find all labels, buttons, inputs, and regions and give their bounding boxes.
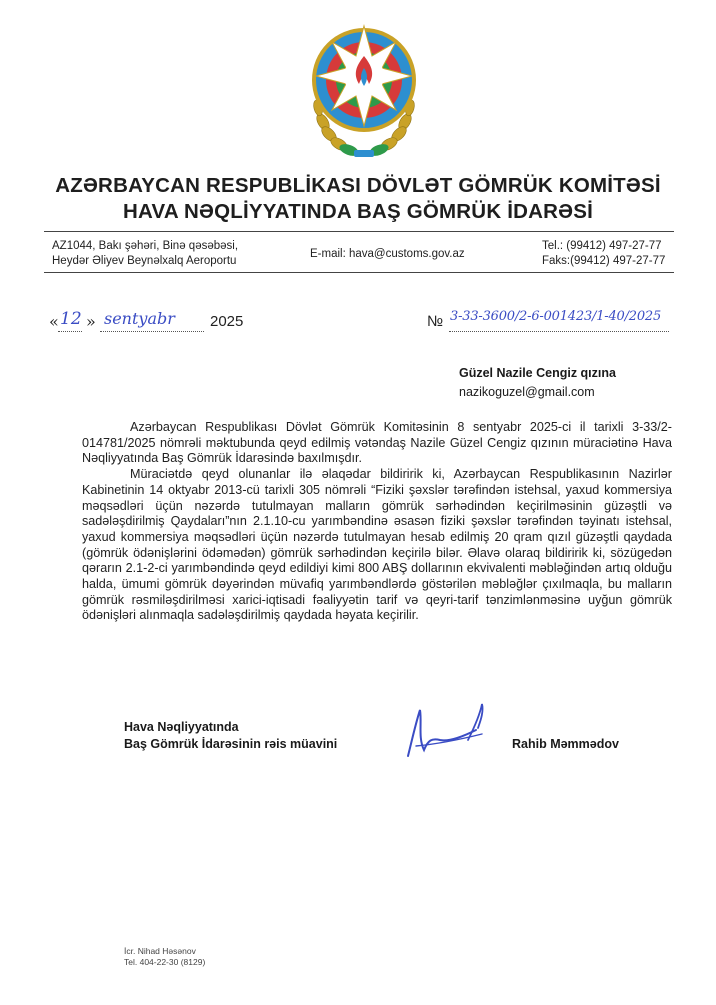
header-top-divider: [44, 231, 674, 232]
date-day: 12: [60, 309, 82, 329]
organization-title: AZƏRBAYCAN RESPUBLİKASI DÖVLƏT GÖMRÜK KOMİTƏSİ: [55, 174, 661, 197]
organization-subtitle: HAVA NƏQLİYYATINDA BAŞ GÖMRÜK İDARƏSİ: [123, 200, 593, 223]
date-month-underline: [100, 330, 204, 332]
document-number-value: 3-33-3600/2-6-001423/1-40/2025: [450, 309, 662, 324]
document-number-label: №: [427, 313, 444, 330]
executor-name: İcr. Nihad Həsənov: [124, 946, 196, 956]
document-number-underline: [449, 330, 669, 332]
header-phone: Tel.: (99412) 497-27-77: [542, 240, 662, 252]
header-fax: Faks:(99412) 497-27-77: [542, 255, 666, 267]
state-emblem: [309, 12, 419, 162]
executor-phone: Tel. 404-22-30 (8129): [124, 957, 206, 967]
date-quote-close: »: [86, 312, 96, 331]
date-year: 2025: [210, 313, 244, 330]
address-line-1: AZ1044, Bakı şəhəri, Binə qəsəbəsi,: [52, 240, 239, 252]
date-month: sentyabr: [104, 309, 175, 328]
executor-info: [124, 946, 205, 968]
date-quote-open: «: [49, 312, 59, 331]
recipient-name: Güzel Nazile Cengiz qızına: [459, 366, 616, 380]
date-day-underline: [58, 330, 82, 332]
signatory-name: Rahib Məmmədov: [512, 737, 619, 751]
address-line-2: Heydər Əliyev Beynəlxalq Aeroportu: [52, 255, 237, 267]
header-email: E-mail: hava@customs.gov.az: [310, 248, 465, 260]
handwritten-signature: [398, 700, 498, 760]
body-paragraph-1: Azərbaycan Respublikası Dövlət Gömrük Komitəsinin 8 sentyabr 2025-ci il tarixli 3-33/2-014781/2025 nömrəli məktubunda qeyd edilmiş vətəndaş Nazile Güzel Cengiz qızının müraciətinə Hava Nəqliyyatında Baş Gömrük İdarəsində baxılmışdır.: [82, 420, 672, 466]
signatory-position-line-2: Baş Gömrük İdarəsinin rəis müavini: [124, 737, 338, 751]
recipient-email: nazikoguzel@gmail.com: [459, 385, 595, 399]
letter-body: [82, 420, 672, 624]
signatory-position-line-1: Hava Nəqliyyatında: [124, 720, 239, 734]
header-bottom-divider: [44, 272, 674, 273]
body-paragraph-2: Müraciətdə qeyd olunanlar ilə əlaqədar bildiririk ki, Azərbaycan Respublikasının Nazirlər Kabinetinin 14 oktyabr 2013-cü tarixli 305 nömrəli “Fiziki şəxslər tərəfindən istehsal, yaxud kommersiya məqsədləri üçün nəzərdə tutulmayan malların gömrük sərhədindən keçirilməsinin güzəştli və sadələşdirilmiş Qaydaları”nın 2.1.10-cu yarımbəndinə əsasən fiziki şəxslər tərəfindən təyinatı istehsal, yaxud kommersiya məqsədləri üçün nəzərdə tutulmayan hesab edilmiş 20 qram qızıl güzəştli qaydada (gömrük ödənişlərini ödəmədən) gömrük sərhədindən keçirilə bilər. Əlavə olaraq bildiririk ki, sözügedən qərarın 2.1-2-ci yarımbəndində qeyd edildiyi kimi 800 ABŞ dollarının ekvivalenti məbləğindən artıq olduğu halda, ümumi gömrük dəyərindən müvafiq yarımbəndlərdə göstərilən məbləğlər çıxılmaqla, bu malların gömrük rəsmiləşdirilməsi xarici-iqtisadi fəaliyyətin tarif və qeyri-tarif tənzimlənməsinə uyğun gömrük ödənişləri alınmaqla sadələşdirilmiş qaydada həyata keçirilir.: [82, 467, 672, 623]
